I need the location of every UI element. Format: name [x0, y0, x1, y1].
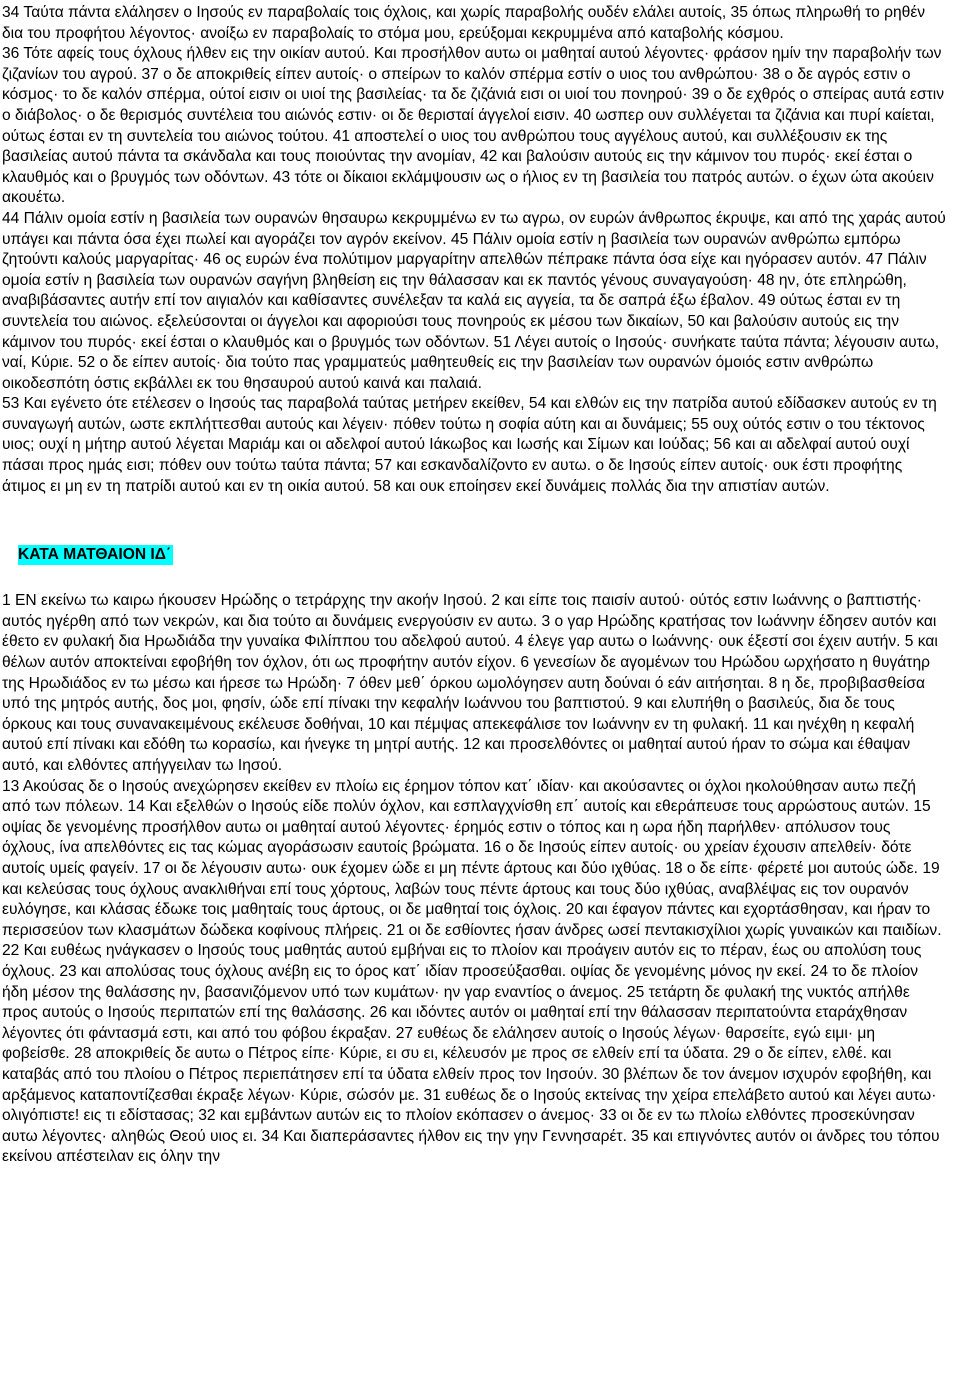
paragraph-verses-44-52: 44 Πάλιν ομοία εστίν η βασιλεία των ουρανών θησαυρω κεκρυμμένω εν τω αγρω, ον ευρών άνθρωπος έκρυψε, και από της χαράς αυτού υπάγει και πάντα όσα έχει πωλεί και αγοράζει τον αγρόν εκείνον. 45 Πάλιν ομοία εστίν η βασιλεία των ουρανών ανθρώπω εμπόρω ζητούντι καλούς μαργαρίτας· 46 ος ευρών ένα πολύτιμον μαργαρίτην απελθών πέπρακε πάντα όσα είχε και ηγόρασεν αυτόν. 47 Πάλιν ομοία εστίν η βασιλεία των ουρανών σαγήνη βληθείση εις την θάλασσαν και εκ παντός γένους συναγαγούση· 48 ην, ότε επληρώθη, αναβιβάσαντες αυτήν επί τον αιγιαλόν και καθίσαντες συνέλεξαν τα καλά εις αγγεία, τα δε σαπρά έξω έβαλον. 49 ούτως έσται εν τη συντελεία του αιώνος. εξελεύσονται οι άγγελοι και αφοριούσι τους πονηρούς εκ μέσου των δικαίων, 50 και βαλούσιν αυτούς εις την κάμινον του πυρός· εκεί έσται ο κλαυθμός και ο βρυγμός των οδόντων. 51 Λέγει αυτοίς ο Ιησούς· συνήκατε ταύτα πάντα; λέγουσιν αυτω, ναί, Κύριε. 52 ο δε είπεν αυτοίς· δια τούτο πας γραμματεύς μαθητευθείς εις την βασιλείαν των ουρανών όμοιός εστιν ανθρώπω οικοδεσπότη όστις εκβάλλει εκ του θησαυρού αυτού καινά και παλαιά. — [2, 209, 946, 392]
paragraph-verses-13-21: 13 Ακούσας δε ο Ιησούς ανεχώρησεν εκείθεν εν πλοίω εις έρημον τόπον κατ΄ ιδίαν· και ακούσαντες οι όχλοι ηκολούθησαν αυτω πεζή από των πόλεων. 14 Και εξελθών ο Ιησούς είδε πολύν όχλον, και εσπλαγχνίσθη επ΄ αυτοίς και εθεράπευσε τους αρρώστους αυτών. 15 οψίας δε γενομένης προσήλθον αυτω οι μαθηταί αυτού λέγοντες· έρημός εστιν ο τόπος και η ωρα ήδη παρήλθεν· απόλυσον τους όχλους, ίνα απελθόντες εις τας κώμας αγοράσωσιν εαυτοίς βρώματα. 16 ο δε Ιησούς είπεν αυτοίς· ου χρείαν έχουσιν απελθείν· δότε αυτοίς υμείς φαγείν. 17 οι δε λέγουσιν αυτω· ουκ έχομεν ώδε ει μη πέντε άρτους και δύο ιχθύας. 18 ο δε είπε· φέρετέ μοι αυτούς ώδε. 19 και κελεύσας τους όχλους ανακλιθήναι επί τους χόρτους, λαβών τους πέντε άρτους και τους δύο ιχθύας, αναβλέψας εις τον ουρανόν ευλόγησε, και κλάσας έδωκε τοις μαθηταίς τους άρτους, οι δε μαθηταί τοις όχλοις. 20 και έφαγον πάντες και εχορτάσθησαν, και ήραν το περισσεύον των κλασμάτων δώδεκα κοφίνους πλήρεις. 21 οι δε εσθίοντες ήσαν άνδρες ωσεί πεντακισχίλιοι χωρίς γυναικών και παιδίων. — [2, 777, 942, 939]
paragraph-verses-34-35: 34 Ταύτα πάντα ελάλησεν ο Ιησούς εν παραβολαίς τοις όχλοις, και χωρίς παραβολής ουδέν ελάλει αυτοίς, 35 όπως πληρωθή το ρηθέν δια του προφήτου λέγοντος· ανοίξω εν παραβολαίς το στόμα μου, ερεύξομαι κεκρυμμένα από καταβολής κόσμου. — [2, 4, 926, 42]
chapter-title: ΚΑΤΑ ΜΑΤΘΑΙΟΝ ΙΔ΄ — [18, 546, 172, 564]
paragraph-verses-1-12: 1 ΕΝ εκείνω τω καιρω ήκουσεν Ηρώδης ο τετράρχης την ακοήν Ιησού. 2 και είπε τοις παισίν αυτού· ούτός εστιν Ιωάννης ο βαπτιστής· αυτός ηγέρθη από των νεκρών, και δια τούτο αι δυνάμεις ενεργούσιν εν αυτω. 3 ο γαρ Ηρώδης κρατήσας τον Ιωάννην έδησεν αυτόν και έθετο εν φυλακή δια Ηρωδιάδα την γυναίκα Φιλίππου του αδελφού αυτού. 4 έλεγε γαρ αυτω ο Ιωάννης· ουκ έξεστί σοι έχειν αυτήν. 5 και θέλων αυτόν αποκτείναι εφοβήθη τον όχλον, ότι ως προφήτην αυτόν είχον. 6 γενεσίων δε αγομένων του Ηρώδου ωρχήσατο η θυγάτηρ της Ηρωδιάδος εν τω μέσω και ήρεσε τω Ηρώδη· 7 όθεν μεθ΄ όρκου ωμολόγησεν αυτη δούναι ό εάν αιτήσηται. 8 η δε, προβιβασθείσα υπό της μητρός αυτής, δος μοι, φησίν, ώδε επί πίνακι την κεφαλήν Ιωάννου του βαπτιστού. 9 και ελυπήθη ο βασιλεύς, δια δε τους όρκους και τους συνανακειμένους εκέλευσε δοθήναι, 10 και πέμψας απεκεφάλισε τον Ιωάννην εν τη φυλακή. 11 και ηνέχθη η κεφαλή αυτού επί πίνακι και εδόθη τω κορασίω, και ήνεγκε τη μητρί αυτής. 12 και προσελθόντες οι μαθηταί αυτού ήραν το σώμα και έθαψαν αυτό, και ελθόντες απήγγειλαν τω Ιησού. — [2, 592, 938, 774]
paragraph-verses-22-35: 22 Και ευθέως ηνάγκασεν ο Ιησούς τους μαθητάς αυτού εμβήναι εις το πλοίον και προάγειν αυτόν εις το πέραν, έως ου απολύση τους όχλους. 23 και απολύσας τους όχλους ανέβη εις το όρος κατ΄ ιδίαν προσεύξασθαι. οψίας δε γενομένης μόνος ην εκεί. 24 το δε πλοίον ήδη μέσον της θαλάσσης ην, βασανιζόμενον υπό των κυμάτων· ην γαρ εναντίος ο άνεμος. 25 τετάρτη δε φυλακή της νυκτός απήλθε προς αυτούς ο Ιησούς περιπατών επί της θαλάσσης. 26 και ιδόντες αυτόν οι μαθηταί επί την θάλασσαν περιπατούντα εταράχθησαν λέγοντες ότι φάντασμά εστι, και από του φόβου έκραξαν. 27 ευθέως δε ελάλησεν αυτοίς ο Ιησούς λέγων· θαρσείτε, εγώ ειμι· μη φοβείσθε. 28 αποκριθείς δε αυτω ο Πέτρος είπε· Κύριε, ει συ ει, κέλευσόν με προς σε ελθείν επί τα ύδατα. 29 ο δε είπεν, ελθέ. και καταβάς από του πλοίου ο Πέτρος περιεπάτησεν επί τα ύδατα ελθείν προς τον Ιησούν. 30 βλέπων δε τον άνεμον ισχυρόν εφοβήθη, και αρξάμενος καταποντίζεσθαι έκραξε λέγων· Κύριε, σώσόν με. 31 ευθέως δε ο Ιησούς εκτείνας την χείρα επελάβετο αυτού και λέγει αυτω· ολιγόπιστε! εις τι εδίστασας; 32 και εμβάντων αυτών εις το πλοίον εκόπασεν ο άνεμος· 33 οι δε εν τω πλοίω ελθόντες προσεκύνησαν αυτω λέγοντες· αληθώς Θεού υιος ει. 34 Και διαπεράσαντες ήλθον εις την γην Γεννησαρέτ. 35 και επιγνόντες αυτόν οι άνδρες του τόπου εκείνου απέστειλαν εις όλην την — [2, 942, 940, 1166]
heading-gap — [2, 565, 946, 591]
paragraph-verses-36-43: 36 Τότε αφείς τους όχλους ήλθεν εις την οικίαν αυτού. Και προσήλθον αυτω οι μαθηταί αυτού λέγοντες· φράσον ημίν την παραβολήν των ζιζανίων του αγρού. 37 ο δε αποκριθείς είπεν αυτοίς· ο σπείρων το καλόν σπέρμα εστίν ο υιος του ανθρώπου· 38 ο δε αγρός εστιν ο κόσμος· το δε καλόν σπέρμα, ούτοί εισιν οι υιοί της βασιλείας· τα δε ζιζάνιά εισι οι υιοί του πονηρού· 39 ο δε εχθρός ο σπείρας αυτά εστιν ο διάβολος· ο δε θερισμός συντέλεια του αιώνός εστιν· οι δε θερισταί άγγελοί εισιν. 40 ωσπερ ουν συλλέγεται τα ζιζάνια και πυρί καίεται, ούτως έσται εν τη συντελεία του αιώνος τούτου. 41 αποστελεί ο υιος του ανθρώπου τους αγγέλους αυτού, και συλλέξουσιν εκ της βασιλείας αυτού πάντα τα σκάνδαλα και τους ποιούντας την ανομίαν, 42 και βαλούσιν αυτούς εις την κάμινον του πυρός· εκεί έσται ο κλαυθμός και ο βρυγμός των οδόντων. 43 τότε οι δίκαιοι εκλάμψουσιν ως ο ήλιος εν τη βασιλεία του πατρός αυτών. ο έχων ώτα ακούειν ακουέτω. — [2, 45, 945, 207]
paragraph-verses-53-58: 53 Και εγένετο ότε ετέλεσεν ο Ιησούς τας παραβολά ταύτας μετήρεν εκείθεν, 54 και ελθών εις την πατρίδα αυτού εδίδασκεν αυτούς εν τη συναγωγή αυτών, ωστε εκπλήττεσθαι αυτούς και λέγειν· πόθεν τούτω η σοφία αύτη και αι δυνάμεις; 55 ουχ ούτός εστιν ο του τέκτονος υιος; ουχί η μήτηρ αυτού λέγεται Μαριάμ και οι αδελφοί αυτού Ιάκωβος και Ιωσής και Σίμων και Ιούδας; 56 και αι αδελφαί αυτού ουχί πάσαι προς ημάς εισι; πόθεν ουν τούτω ταύτα πάντα; 57 και εσκανδαλίζοντο εν αυτω. ο δε Ιησούς είπεν αυτοίς· ουκ έστι προφήτης άτιμος ει μη εν τη πατρίδι αυτού και εν τη οικία αυτού. 58 και ουκ εποίησεν εκεί δυνάμεις πολλάς δια την απιστίαν αυτών. — [2, 395, 937, 495]
chapter-heading — [2, 545, 946, 565]
section-gap — [2, 497, 946, 545]
